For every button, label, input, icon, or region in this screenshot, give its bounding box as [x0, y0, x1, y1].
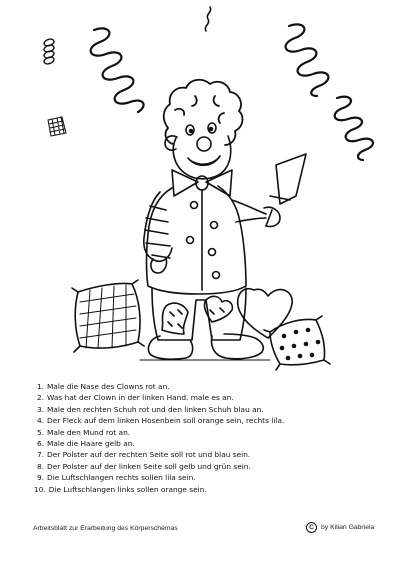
instruction-item: 8. Der Polster auf der linken Seite soll gelb und grün sein. [36, 461, 251, 471]
pants-patch-right-heart [204, 296, 232, 322]
instruction-item: 6. Male die Haare gelb an. [36, 439, 135, 449]
streamer-left-small [44, 39, 54, 64]
streamer-right-upper [286, 24, 329, 96]
footer-worksheet-title: Arbeitsblatt zur Erarbeitung des Körperschemas [33, 525, 178, 532]
instruction-item: 4. Der Fleck auf dem linken Hosenbein soll orange sein, rechts lila. [36, 416, 285, 426]
instruction-item: 10. Die Luftschlangen links sollen orange sein. [34, 484, 207, 494]
instruction-item: 7. Der Polster auf der rechten Seite soll rot und blau sein. [36, 450, 251, 460]
instruction-item: 9. Die Luftschlangen rechts sollen lila sein. [36, 473, 196, 483]
instruction-item: 5. Male den Mund rot an. [36, 427, 131, 437]
clown-face [165, 123, 231, 179]
instruction-list [34, 381, 384, 495]
pillow-right [264, 316, 330, 370]
footer-author-name: by Kilian Gabriela [321, 524, 375, 531]
clown-body [147, 186, 247, 294]
streamer-right-lower [335, 97, 373, 160]
clown-shoe-right [212, 334, 264, 359]
clown-hair [164, 80, 243, 145]
streamer-top-middle [205, 7, 210, 31]
copyright-icon: C [306, 522, 317, 533]
pillow-left [72, 280, 144, 352]
footer-author [306, 522, 374, 533]
clown-mouth [188, 156, 220, 165]
clown-pants [152, 288, 246, 340]
pants-patch-left [162, 303, 188, 334]
instruction-item: 2. Was hat der Clown in der linken Hand. male es an. [36, 393, 234, 403]
confetti-checkered [48, 117, 66, 136]
instruction-item: 1. Male die Nase des Clowns rot an. [36, 382, 170, 391]
instruction-item: 3. Male den rechten Schuh rot und den linken Schuh blau an. [36, 404, 264, 414]
party-horn [276, 154, 306, 204]
clown-nose [197, 137, 211, 151]
clown-arm-right [232, 154, 306, 227]
streamer-left-large [91, 28, 144, 112]
